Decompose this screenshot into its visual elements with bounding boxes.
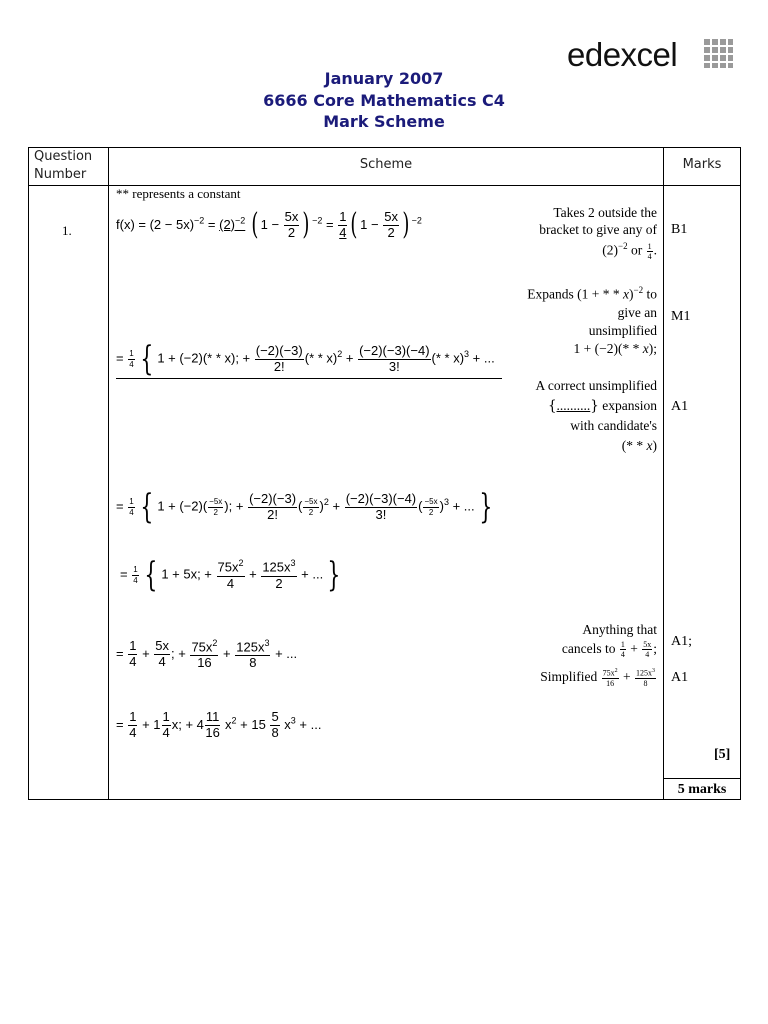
mark-b1: B1 bbox=[671, 222, 688, 237]
step7-comment: Simplified $\frac{75x^2}{16}$ + $\frac{125x^3}{8}$ bbox=[540, 668, 655, 688]
logo-text: edexcel bbox=[567, 36, 678, 73]
step6-expression: = $\frac{1}{4}$ + $\frac{5x}{4}$ ; + $\frac{75x^2}{16}$ + $\frac{125x^3}{8}$ + ... bbox=[116, 638, 298, 671]
mark-a1-second: A1; bbox=[671, 634, 692, 649]
step1-expression: $f(x) = (2 - 5x)^{-2} = (2)^{-2}$ ( 1 − $\frac{5x}{2}$ ) $^{-2}$ = $\frac{1}{4}$ ( 1 − $\frac{5x}{2}$ ) $^{-2}$ bbox=[116, 207, 422, 243]
mark-m1: M1 bbox=[671, 309, 691, 324]
step1-comment: Takes 2 outside the bracket to give any of $(2)^{-2}$ or $\frac{1}{4}$ . bbox=[539, 205, 657, 261]
step4-expression: = $\frac{1}{4}$ { 1 + (−2)( $\frac{-5x}{2}$ ); + $\frac{(-2)(-3)}{2!}$ ( $\frac{-5x}{2}$ )$^2$ + $\frac{(-2)(-3)(-4)}{3!}$ ( $\frac{-5x}{2}$ )$^3$ + ... } bbox=[116, 487, 492, 527]
logo-dot-grid-icon bbox=[704, 39, 733, 68]
step2-comment: Expands (1 + * * x)$^{-2}$ to give an unsimplified 1 + (−2)(* * x); bbox=[527, 285, 657, 356]
step3-comment: A correct unsimplified {..........} expansion with candidate's (* * x) bbox=[535, 378, 657, 453]
mark-a1-third: A1 bbox=[671, 670, 689, 685]
step2-expression: = $\frac{1}{4}$ { 1 + (−2)(* * x); + $\frac{(-2)(-3)}{2!}$ (* * x)$^2$ + $\frac{(-2)(-3)(-4)}{3!}$ (* * x)$^3$ + ... bbox=[116, 342, 502, 379]
constant-note: ** represents a constant bbox=[116, 186, 241, 201]
column-header-marks: Marks bbox=[682, 157, 722, 172]
step6-comment: Anything that cancels to $\frac{1}{4}$ + $\frac{5x}{4}$ ; bbox=[561, 622, 657, 660]
question-number: 1. bbox=[62, 223, 72, 238]
document-type: Mark Scheme bbox=[323, 112, 445, 131]
exam-date: January 2007 bbox=[324, 69, 444, 88]
step8-expression: = $\frac{1}{4}$ + 1 $\frac{1}{4}$ x; + 4 $\frac{11}{16}$ $x^2 + 15$ $\frac{5}{8}$ $x^3$ + ... bbox=[116, 709, 322, 740]
subtotal-marks: [5] bbox=[714, 747, 731, 762]
step5-expression: = $\frac{1}{4}$ { 1 + 5x; + $\frac{75x^2}{4}$ + $\frac{125x^3}{2}$ + ... } bbox=[120, 555, 341, 595]
mark-a1-first: A1 bbox=[671, 399, 689, 414]
column-header-question-number: Question Number bbox=[34, 149, 93, 182]
paper-title: 6666 Core Mathematics C4 bbox=[263, 90, 505, 110]
column-header-scheme: Scheme bbox=[359, 157, 413, 172]
document-header bbox=[0, 68, 768, 133]
total-marks: 5 marks bbox=[677, 782, 727, 797]
